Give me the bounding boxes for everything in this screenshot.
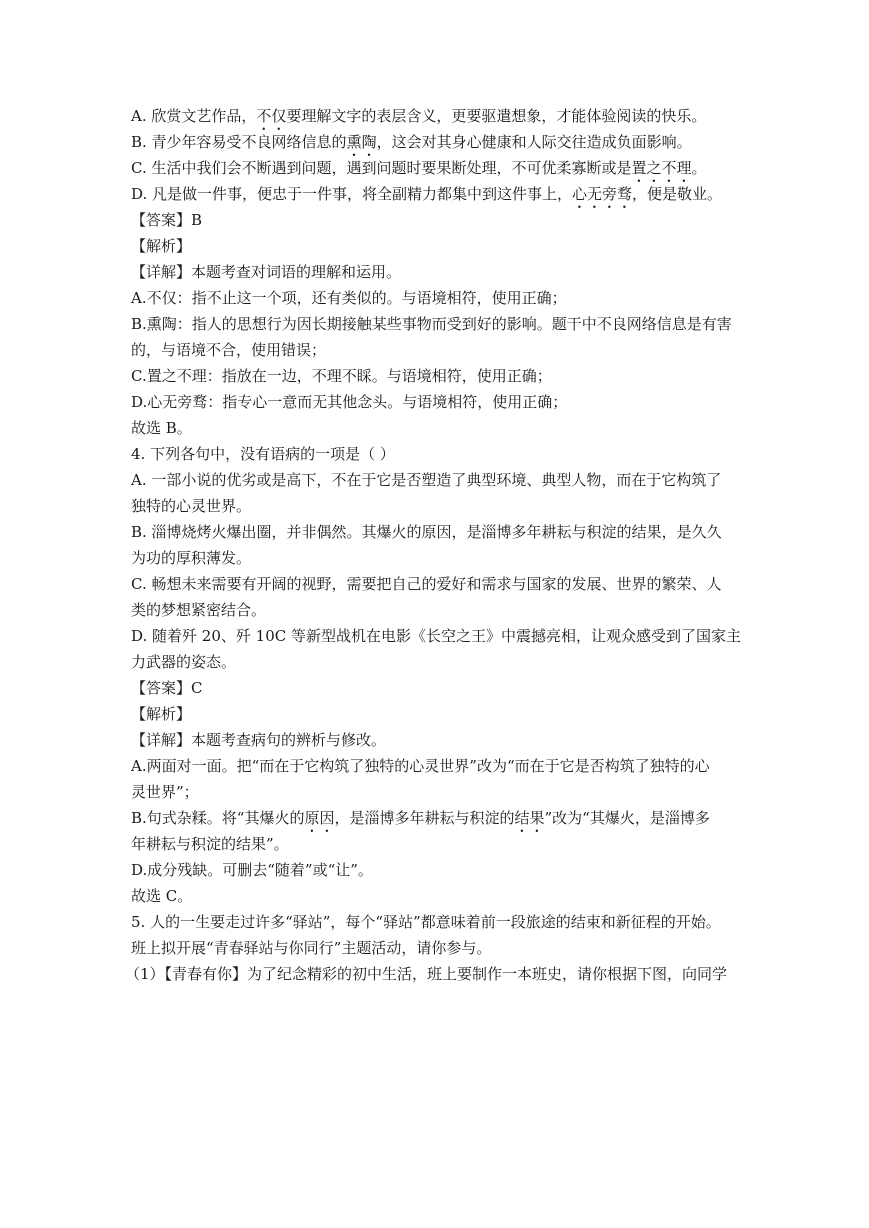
- option-line: 为功的厚积薄发。: [131, 549, 252, 567]
- option-text: 。: [691, 159, 707, 177]
- option-line: C. 畅想未来需要有开阔的视野，需要把自己的爱好和需求与国家的发展、世界的繁荣、人: [131, 575, 722, 593]
- q4-stem: 4. 下列各句中，没有语病的一项是（ ）: [131, 445, 395, 463]
- q3-analysis-heading: 【解析】: [131, 237, 192, 255]
- option-line: 类的梦想紧密结合。: [131, 601, 267, 619]
- explanation-text: ”改为“其爆火，是淄博多: [544, 809, 710, 827]
- q3-answer: 【答案】B: [131, 211, 203, 229]
- q3-option-a: [131, 103, 751, 129]
- option-text: A. 欣赏文艺作品，: [131, 107, 257, 125]
- explanation-line: B.熏陶：指人的思想行为因长期接触某些事物而受到好的影响。题干中不良网络信息是有害: [131, 315, 732, 333]
- option-text: ，这会对其身心健康和人际交往造成负面影响。: [376, 133, 692, 151]
- q4-conclusion: 故选 C。: [131, 887, 193, 905]
- option-line: D. 随着歼 20、歼 10C 等新型战机在电影《长空之王》中震撼亮相，让观众感受到了国家主: [131, 627, 741, 645]
- explanation-line: [131, 805, 751, 831]
- q3-option-b: [131, 129, 751, 155]
- option-line: A. 一部小说的优劣或是高下，不在于它是否塑造了典型环境、典型人物，而在于它构筑了: [131, 471, 722, 489]
- option-line: B. 淄博烧烤火爆出圈，并非偶然。其爆火的原因，是淄博多年耕耘与积淀的结果，是久久: [131, 523, 722, 541]
- option-line: 力武器的姿态。: [131, 653, 237, 671]
- q3-option-d: [131, 181, 751, 207]
- explanation-text: B.句式杂糅。将“其爆火的: [131, 809, 305, 827]
- emphasized-word: 心无旁骛: [572, 185, 633, 203]
- q4-analysis-heading: 【解析】: [131, 705, 192, 723]
- q4-option-c: [131, 571, 751, 623]
- q3-conclusion: 故选 B。: [131, 419, 192, 437]
- stem-line: 班上拟开展“青春驿站与你同行”主题活动，请你参与。: [131, 939, 492, 957]
- q4-option-a: [131, 467, 751, 519]
- q3-explanation-b: [131, 311, 751, 363]
- document-content: [125, 103, 751, 987]
- q4-detail: 【详解】本题考查病句的辨析与修改。: [131, 731, 387, 749]
- q5-stem: [131, 909, 751, 961]
- q3-explanation-d: D.心无旁骛：指专心一意而无其他念头。与语境相符，使用正确；: [131, 393, 568, 411]
- emphasized-word: 置之不理: [631, 159, 692, 177]
- option-text: C. 生活中我们会不断遇到问题，遇到问题时要果断处理，不可优柔寡断或是: [131, 159, 632, 177]
- emphasized-word: 不仅: [256, 107, 287, 125]
- explanation-line: 灵世界”；: [131, 783, 199, 801]
- q3-explanation-a: A.不仅：指不止这一个项，还有类似的。与语境相符，使用正确；: [131, 289, 567, 307]
- q4-option-d: [131, 623, 751, 675]
- emphasized-word: 熏陶: [346, 133, 377, 151]
- q4-explanation-b: [131, 805, 751, 857]
- q4-explanation-d: D.成分残缺。可删去“随着”或“让”。: [131, 861, 373, 879]
- explanation-text: ，是淄博多年耕耘与积淀的: [334, 809, 515, 827]
- q3-option-c: [131, 155, 751, 181]
- option-text: 要理解文字的表层含义，更要驱遣想象，才能体验阅读的快乐。: [286, 107, 707, 125]
- option-line: 独特的心灵世界。: [131, 497, 252, 515]
- option-text: ，便是敬业。: [632, 185, 723, 203]
- explanation-line: A.两面对一面。把“而在于它构筑了独特的心灵世界”改为“而在于它是否构筑了独特的心: [131, 757, 710, 775]
- q4-explanation-a: [131, 753, 751, 805]
- explanation-line: 年耕耘与积淀的结果”。: [131, 835, 289, 853]
- emphasized-word: 原因: [304, 809, 335, 827]
- option-text: D. 凡是做一件事，便忠于一件事，将全副精力都集中到这件事上，: [131, 185, 573, 203]
- stem-line: 5. 人的一生要走过许多“驿站”，每个“驿站”都意味着前一段旅途的结束和新征程的开始。: [131, 913, 721, 931]
- explanation-line: 的，与语境不合，使用错误；: [131, 341, 327, 359]
- emphasized-word: 结果: [514, 809, 545, 827]
- q3-explanation-c: C.置之不理：指放在一边，不理不睬。与语境相符，使用正确；: [131, 367, 552, 385]
- q4-answer: 【答案】C: [131, 679, 203, 697]
- option-text: B. 青少年容易受不良网络信息的: [131, 133, 347, 151]
- q3-detail: 【详解】本题考查对词语的理解和运用。: [131, 263, 402, 281]
- q4-option-b: [131, 519, 751, 571]
- q5-part1: （1）【青春有你】为了纪念精彩的初中生活，班上要制作一本班史，请你根据下图，向同学: [125, 965, 728, 983]
